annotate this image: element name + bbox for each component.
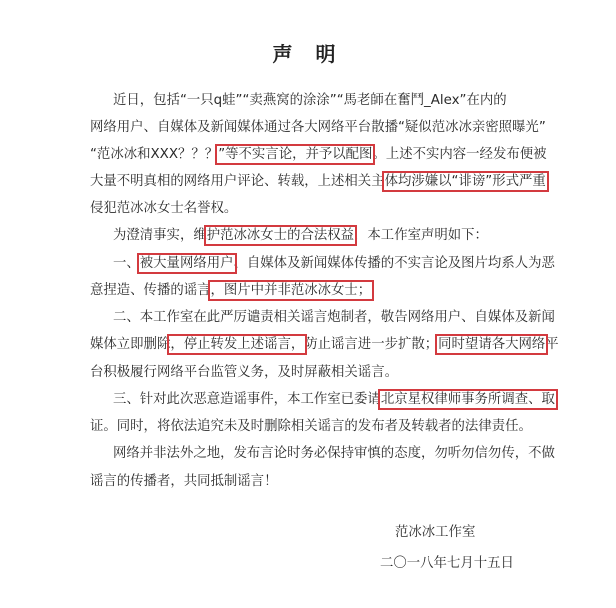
- text-segment: 媒体立即删除: [90, 337, 171, 352]
- document-title: 声 明: [272, 42, 344, 66]
- text-segment: 意捏造、传播的谣言: [90, 283, 211, 298]
- text-segment: ，本工作室声明如下：: [354, 228, 488, 243]
- text-line: [113, 227, 530, 245]
- text-segment: 三、针对此次恶意造谣事件，本工作室已委请: [113, 392, 381, 407]
- text-segment: 、自媒体及新闻媒体传播的不实言论及图片均系人为恶: [233, 256, 555, 271]
- text-segment: 为澄清事实，维: [113, 228, 207, 243]
- highlighted-text: 北京星权律师事务所调查、取: [380, 392, 555, 407]
- text-line: [113, 92, 530, 110]
- text-line: [90, 119, 546, 137]
- highlighted-text: 同时望请各大网络: [438, 337, 546, 352]
- signature: 范冰冰工作室: [395, 525, 476, 540]
- text-segment: 侵犯范冰冰女士名誉权。: [90, 201, 238, 216]
- text-line: [113, 309, 555, 327]
- text-segment: 平: [545, 337, 559, 352]
- text-segment: 一、: [113, 256, 140, 271]
- text-segment: 防止谣言进一步扩散；: [304, 337, 439, 352]
- text-segment: 网络并非法外之地，发布言论时务必保持审慎的态度，勿听勿信勿传，不做: [113, 446, 555, 461]
- text-line: [113, 445, 555, 463]
- highlighted-text: 体均涉嫌以“诽谤”形式严重: [384, 174, 546, 189]
- text-line: [90, 473, 530, 491]
- text-segment: 谣言的传播者，共同抵制谣言！: [90, 474, 278, 489]
- text-line: [90, 336, 559, 354]
- highlighted-text: ，图片中并非范冰冰女士；: [210, 283, 372, 298]
- text-line: [90, 364, 530, 382]
- text-line: [90, 200, 530, 218]
- text-line: [90, 418, 530, 436]
- text-segment: 证。同时，将依法追究未及时删除相关谣言的发布者及转载者的法律责任。: [90, 419, 532, 434]
- text-line: [113, 391, 555, 409]
- text-segment: 。上述不实内容一经发布便被: [372, 147, 547, 162]
- text-segment: 大量不明真相的网络用户评论、转载，上述相关主: [90, 174, 385, 189]
- text-segment: 近日，包括“一只q蛙”“卖燕窝的涂涂”“馬老師在奮鬥_Alex”在内的: [113, 93, 507, 108]
- text-segment: 网络用户、自媒体及新闻媒体通过各大网络平台散播“疑似范冰冰亲密照曝光”: [90, 120, 546, 135]
- date: 二〇一八年七月十五日: [380, 556, 514, 571]
- highlighted-text: ，停止转发上述谣言，: [170, 337, 305, 352]
- text-segment: “范冰冰和XXX？？？: [90, 147, 219, 162]
- text-line: [90, 173, 546, 191]
- highlighted-text: 被大量网络用户: [139, 256, 234, 271]
- highlighted-text: 护范冰冰女士的合法权益: [206, 228, 355, 243]
- text-segment: 台积极履行网络平台监管义务，及时屏蔽相关谣言。: [90, 365, 398, 380]
- text-line: [90, 282, 530, 300]
- highlighted-text: ”等不实言论，并予以配图: [218, 147, 373, 162]
- text-segment: 二、本工作室在此严厉谴责相关谣言炮制者，敬告网络用户、自媒体及新闻: [113, 310, 555, 325]
- text-line: [90, 146, 547, 164]
- text-line: [113, 255, 555, 273]
